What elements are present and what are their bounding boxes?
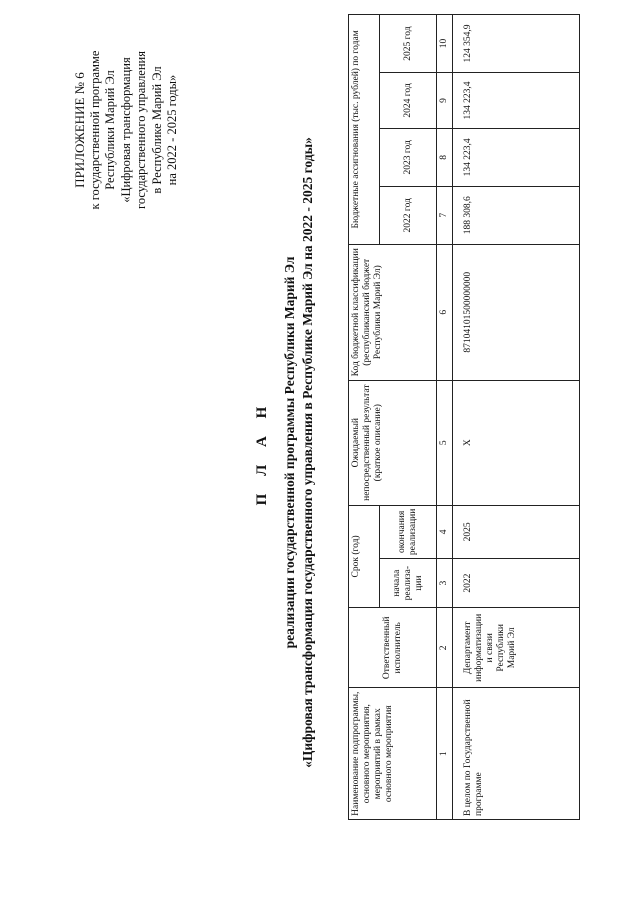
header-year-2025: 2025 год	[380, 15, 437, 73]
appendix-line: Республики Марий Эл	[103, 70, 117, 190]
column-index: 3	[437, 559, 453, 608]
column-index: 7	[437, 186, 453, 244]
header-term-end: окончания реализации	[380, 505, 437, 559]
header-term-start: начала реализа-ции	[380, 559, 437, 608]
appendix-line: государственного управления	[134, 51, 148, 209]
header-year-2023: 2023 год	[380, 128, 437, 186]
appendix-line: к государственной программе	[87, 50, 102, 210]
header-year-2022: 2022 год	[380, 186, 437, 244]
column-index: 10	[437, 15, 453, 73]
column-index: 5	[437, 380, 453, 505]
row-value-2023: 134 223,4	[453, 128, 580, 186]
plan-subtitle-program: «Цифровая трансформация государственного управления в Республике Марий Эл на 2022 - 2025 годы»	[300, 137, 315, 768]
header-name: Наименование подпрограммы, основного мероприятия, мероприятий в рамках основного мероприятия	[349, 688, 437, 820]
row-value-2025: 124 354,9	[453, 15, 580, 73]
row-name: В целом по Государственной программе	[453, 688, 580, 820]
plan-title: П Л А Н	[254, 399, 270, 506]
table-row	[453, 15, 580, 820]
header-executor: Ответственный исполнитель	[349, 608, 437, 688]
column-index: 4	[437, 505, 453, 559]
plan-table	[348, 14, 580, 820]
header-term: Срок (год)	[349, 505, 380, 608]
appendix-line: в Республике Марий Эл	[149, 66, 164, 194]
header-budget-alloc: Бюджетные ассигнования (тыс. рублей) по годам	[349, 15, 380, 245]
appendix-number: ПРИЛОЖЕНИЕ № 6	[72, 72, 87, 188]
header-result: Ожидаемый непосредственный результат (краткое описание)	[349, 380, 437, 505]
row-value-2022: 188 308,6	[453, 186, 580, 244]
table-index-row	[437, 15, 453, 820]
plan-subtitle: реализации государственной программы Республики Марий Эл	[282, 256, 297, 649]
row-result: Х	[453, 380, 580, 505]
appendix-block	[72, 45, 181, 215]
row-end-year: 2025	[453, 505, 580, 559]
appendix-line: «Цифровая трансформация	[118, 57, 133, 203]
table-header-row	[349, 15, 380, 820]
column-index: 2	[437, 608, 453, 688]
row-start-year: 2022	[453, 559, 580, 608]
column-index: 1	[437, 688, 453, 820]
column-index: 8	[437, 128, 453, 186]
header-year-2024: 2024 год	[380, 73, 437, 129]
column-index: 9	[437, 73, 453, 129]
appendix-line: на 2022 - 2025 годы»	[165, 74, 179, 186]
row-value-2024: 134 223,4	[453, 73, 580, 129]
row-executor: Департамент информатизации и связи Республики Марий Эл	[453, 608, 580, 688]
header-budget-code: Код бюджетной классификации (республиканский бюджет Республики Марий Эл)	[349, 244, 437, 380]
column-index: 6	[437, 244, 453, 380]
row-budget-code: 87104101500000000	[453, 244, 580, 380]
